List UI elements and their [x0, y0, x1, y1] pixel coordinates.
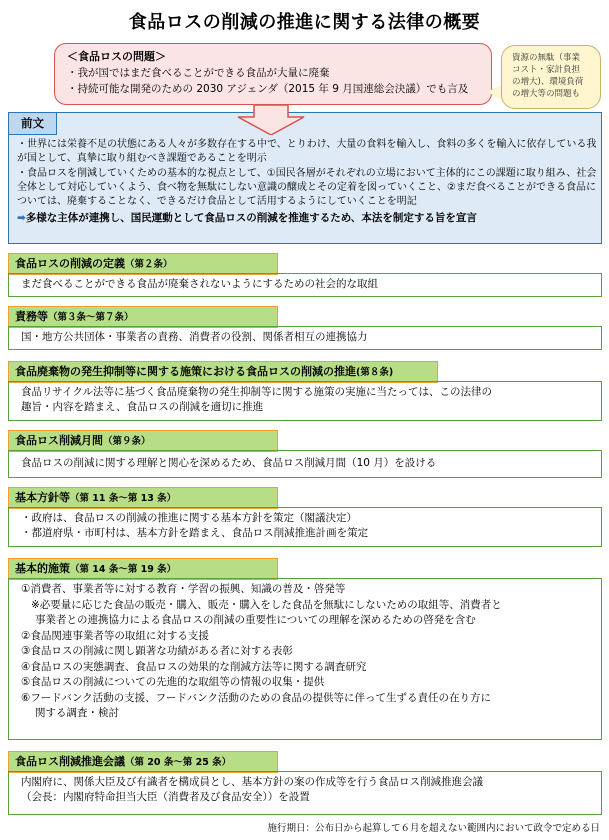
section-definition-header — [8, 253, 278, 275]
callout-line: の増大)、環境負荷 — [512, 77, 584, 87]
section-line: 国・地方公共団体・事業者の責務、消費者の役割、関係者相互の連携協力 — [21, 331, 368, 343]
section-articles: （第 14 条～第 19 条） — [70, 564, 177, 575]
section-basic-policy-body — [8, 507, 602, 547]
preamble-paragraph: ・世界には栄養不足の状態にある人々が多数存在する中で、とりわけ、大量の食料を輸入し、食料の多くを輸入に依存している我が国として、真摯に取り組むべき課題であることを明示 — [17, 139, 597, 164]
section-articles: (第８条) — [356, 367, 394, 378]
section-line: ④食品ロスの実態調査、食品ロスの効果的な削減方法等に関する調査研究 — [21, 660, 367, 673]
section-articles: （第 11 条～第 13 条） — [70, 493, 177, 504]
section-line: 事業者との連携協力による食品ロスの削減の重要性についての理解を深めるための啓発を含む — [35, 614, 476, 626]
problem-heading: ＜食品ロスの問題＞ — [67, 50, 166, 63]
section-measures-header — [8, 558, 278, 580]
section-food-waste-header — [8, 361, 438, 383]
section-title: 食品廃棄物の発生抑制等に関する施策における食品ロスの削減の推進 — [15, 365, 356, 378]
section-title: 食品ロス削減推進会議 — [15, 755, 125, 768]
section-line: まだ食べることができる食品が廃棄されないようにするための社会的な取組 — [21, 278, 378, 290]
preamble-label: 前文 — [9, 113, 57, 135]
section-duties-header — [8, 306, 278, 328]
section-basic-policy-header — [8, 487, 278, 509]
callout-line: コスト・家計負担 — [512, 65, 581, 75]
section-definition-body — [8, 273, 602, 297]
section-council-body — [8, 771, 602, 815]
section-month-body — [8, 450, 602, 478]
effective-date: 施行期日：公布日から起算して６月を超えない範囲内において政令で定める日 — [267, 823, 600, 834]
callout-line: の増大等の問題も — [512, 89, 581, 99]
section-line: （会長：内閣府特命担当大臣（消費者及び食品安全））を設置 — [21, 791, 310, 803]
section-duties-body — [8, 326, 602, 350]
section-title: 基本的施策 — [15, 562, 70, 575]
section-title: 責務等 — [15, 310, 48, 323]
callout-bubble — [501, 45, 601, 109]
section-articles: （第 20 条～第 25 条） — [125, 757, 232, 768]
section-articles: （第９条） — [103, 436, 151, 447]
section-food-waste-body — [8, 381, 602, 421]
preamble-paragraph: ・食品ロスを削減していくための基本的な視点として、①国民各層がそれぞれの立場において主体的にこの課題に取り組み、社会全体として対応していくよう、食べ物を無駄にしない意識の醸成とその定着を図っていくこと、②まだ食べることができる食品については、廃棄することなく、できるだけ食品として活用するようにしていくことを明記 — [17, 168, 597, 207]
preamble-conclusion — [17, 211, 597, 225]
section-line: ⑤食品ロスの削減についての先進的な取組等の情報の収集・提供 — [21, 676, 325, 688]
section-line: 内閣府に、関係大臣及び有識者を構成員とし、基本方針の案の作成等を行う食品ロス削減推進会議 — [21, 776, 483, 788]
section-line: ・政府は、食品ロスの削減の推進に関する基本方針を策定（閣議決定） — [21, 512, 357, 524]
section-line: ⑥フードバンク活動の支援、フードバンク活動のための食品の提供等に伴って生ずる責任の在り方に — [21, 691, 491, 704]
section-line: 関する調査・検討 — [35, 707, 119, 719]
section-title: 基本方針等 — [15, 491, 70, 504]
section-line: ・都道府県・市町村は、基本方針を踏まえ、食品ロス削減推進計画を策定 — [21, 527, 369, 539]
page-title: 食品ロスの削減の推進に関する法律の概要 — [128, 12, 481, 33]
section-month-header — [8, 430, 278, 452]
section-title: 食品ロス削減月間 — [15, 434, 103, 447]
section-line: ①消費者、事業者等に対する教育・学習の振興、知識の普及・啓発等 — [21, 583, 346, 595]
section-line: 趣旨・内容を踏まえ、食品ロスの削減を適切に推進 — [21, 401, 264, 413]
problem-item: ・持続可能な開発のための 2030 アジェンダ（2015 年 9 月国連総会決議）でも言及 — [67, 83, 469, 95]
section-articles: （第３条～第７条） — [48, 312, 134, 323]
section-council-header — [8, 751, 278, 773]
problem-box — [54, 43, 492, 105]
arrow-down-icon — [236, 105, 306, 135]
preamble-conclusion-text: 多様な主体が連携し、国民運動として食品ロスの削減を推進するため、本法を制定する旨を宣言 — [25, 212, 477, 224]
section-line: ②食品関連事業者等の取組に対する支援 — [21, 629, 209, 642]
arrow-right-icon: ➡ — [17, 212, 26, 224]
problem-item: ・我が国ではまだ食べることができる食品が大量に廃棄 — [67, 67, 330, 79]
section-measures-body — [8, 578, 602, 740]
section-line: ※必要量に応じた食品の販売・購入、販売・購入をした食品を無駄にしないための取組等、消費者と — [31, 598, 502, 611]
callout-line: 資源の無駄（事業 — [512, 53, 581, 63]
section-line: 食品ロスの削減に関する理解と関心を深めるため、食品ロス削減月間（10 月）を設ける — [21, 457, 437, 469]
section-articles: （第２条） — [125, 259, 173, 270]
section-line: 食品リサイクル法等に基づく食品廃棄物の発生抑制等に関する施策の実施に当たっては、この法律の — [21, 386, 493, 398]
section-title: 食品ロスの削減の定義 — [15, 257, 125, 270]
section-line: ③食品ロスの削減に関し顕著な功績がある者に対する表彰 — [21, 645, 293, 657]
